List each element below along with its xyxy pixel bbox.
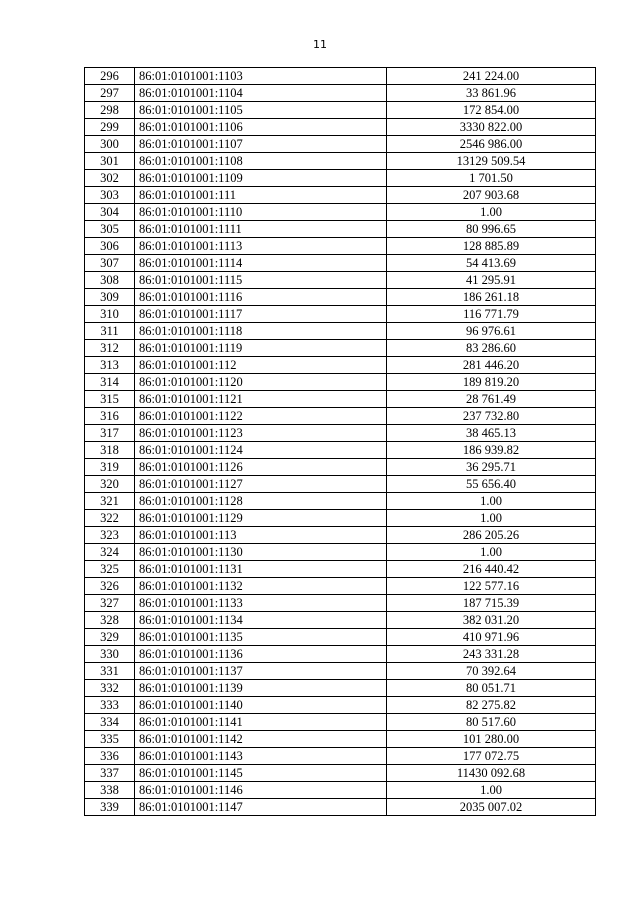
row-number-cell: 334 [85,714,135,731]
table-row [85,646,596,663]
row-number-cell: 307 [85,255,135,272]
cadastral-number-cell: 86:01:0101001:1128 [135,493,387,510]
table-row [85,289,596,306]
cadastral-number-cell: 86:01:0101001:1145 [135,765,387,782]
table-body [85,68,596,816]
table-row [85,136,596,153]
cadastral-number-cell: 86:01:0101001:1146 [135,782,387,799]
value-cell: 80 517.60 [387,714,596,731]
row-number-cell: 312 [85,340,135,357]
row-number-cell: 298 [85,102,135,119]
row-number-cell: 335 [85,731,135,748]
cadastral-number-cell: 86:01:0101001:1107 [135,136,387,153]
value-cell: 3330 822.00 [387,119,596,136]
table-row [85,238,596,255]
cadastral-number-cell: 86:01:0101001:1137 [135,663,387,680]
value-cell: 101 280.00 [387,731,596,748]
value-cell: 186 261.18 [387,289,596,306]
value-cell: 187 715.39 [387,595,596,612]
cadastral-number-cell: 86:01:0101001:1136 [135,646,387,663]
cadastral-number-cell: 86:01:0101001:1141 [135,714,387,731]
row-number-cell: 323 [85,527,135,544]
value-cell: 177 072.75 [387,748,596,765]
row-number-cell: 338 [85,782,135,799]
table-row [85,799,596,816]
row-number-cell: 333 [85,697,135,714]
value-cell: 54 413.69 [387,255,596,272]
value-cell: 13129 509.54 [387,153,596,170]
value-cell: 1.00 [387,782,596,799]
value-cell: 80 051.71 [387,680,596,697]
table-row [85,561,596,578]
row-number-cell: 318 [85,442,135,459]
value-cell: 207 903.68 [387,187,596,204]
table-row [85,272,596,289]
row-number-cell: 321 [85,493,135,510]
cadastral-value-table [84,67,596,816]
cadastral-number-cell: 86:01:0101001:1129 [135,510,387,527]
cadastral-number-cell: 86:01:0101001:1105 [135,102,387,119]
cadastral-number-cell: 86:01:0101001:1134 [135,612,387,629]
table-row [85,323,596,340]
cadastral-number-cell: 86:01:0101001:1116 [135,289,387,306]
value-cell: 28 761.49 [387,391,596,408]
value-cell: 172 854.00 [387,102,596,119]
table-row [85,612,596,629]
table-row [85,340,596,357]
cadastral-number-cell: 86:01:0101001:1103 [135,68,387,85]
table-row [85,306,596,323]
cadastral-number-cell: 86:01:0101001:1114 [135,255,387,272]
cadastral-number-cell: 86:01:0101001:1123 [135,425,387,442]
value-cell: 1 701.50 [387,170,596,187]
table-row [85,425,596,442]
row-number-cell: 336 [85,748,135,765]
cadastral-number-cell: 86:01:0101001:1119 [135,340,387,357]
value-cell: 189 819.20 [387,374,596,391]
table-row [85,527,596,544]
value-cell: 2035 007.02 [387,799,596,816]
table-row [85,544,596,561]
value-cell: 1.00 [387,204,596,221]
row-number-cell: 308 [85,272,135,289]
row-number-cell: 314 [85,374,135,391]
row-number-cell: 339 [85,799,135,816]
value-cell: 128 885.89 [387,238,596,255]
cadastral-number-cell: 86:01:0101001:1143 [135,748,387,765]
table-row [85,442,596,459]
cadastral-number-cell: 86:01:0101001:1118 [135,323,387,340]
row-number-cell: 301 [85,153,135,170]
table-row [85,476,596,493]
cadastral-number-cell: 86:01:0101001:1124 [135,442,387,459]
table-row [85,748,596,765]
cadastral-number-cell: 86:01:0101001:112 [135,357,387,374]
row-number-cell: 311 [85,323,135,340]
value-cell: 216 440.42 [387,561,596,578]
cadastral-number-cell: 86:01:0101001:1131 [135,561,387,578]
row-number-cell: 337 [85,765,135,782]
table-row [85,714,596,731]
row-number-cell: 316 [85,408,135,425]
value-cell: 243 331.28 [387,646,596,663]
value-cell: 82 275.82 [387,697,596,714]
value-cell: 2546 986.00 [387,136,596,153]
row-number-cell: 326 [85,578,135,595]
row-number-cell: 300 [85,136,135,153]
value-cell: 38 465.13 [387,425,596,442]
cadastral-number-cell: 86:01:0101001:1106 [135,119,387,136]
row-number-cell: 330 [85,646,135,663]
cadastral-number-cell: 86:01:0101001:1135 [135,629,387,646]
value-cell: 11430 092.68 [387,765,596,782]
table-row [85,459,596,476]
table-row [85,187,596,204]
value-cell: 382 031.20 [387,612,596,629]
table-row [85,204,596,221]
cadastral-number-cell: 86:01:0101001:1130 [135,544,387,561]
table-row [85,255,596,272]
row-number-cell: 303 [85,187,135,204]
row-number-cell: 310 [85,306,135,323]
row-number-cell: 320 [85,476,135,493]
cadastral-number-cell: 86:01:0101001:1113 [135,238,387,255]
cadastral-number-cell: 86:01:0101001:1108 [135,153,387,170]
table-row [85,85,596,102]
cadastral-number-cell: 86:01:0101001:1115 [135,272,387,289]
row-number-cell: 328 [85,612,135,629]
table-row [85,153,596,170]
table-row [85,510,596,527]
table-row [85,731,596,748]
cadastral-number-cell: 86:01:0101001:1122 [135,408,387,425]
value-cell: 237 732.80 [387,408,596,425]
row-number-cell: 304 [85,204,135,221]
value-cell: 122 577.16 [387,578,596,595]
cadastral-number-cell: 86:01:0101001:1104 [135,85,387,102]
row-number-cell: 325 [85,561,135,578]
row-number-cell: 319 [85,459,135,476]
cadastral-number-cell: 86:01:0101001:1117 [135,306,387,323]
value-cell: 241 224.00 [387,68,596,85]
row-number-cell: 331 [85,663,135,680]
row-number-cell: 306 [85,238,135,255]
value-cell: 55 656.40 [387,476,596,493]
cadastral-number-cell: 86:01:0101001:1132 [135,578,387,595]
cadastral-number-cell: 86:01:0101001:1140 [135,697,387,714]
table-row [85,68,596,85]
value-cell: 410 971.96 [387,629,596,646]
cadastral-number-cell: 86:01:0101001:1121 [135,391,387,408]
row-number-cell: 329 [85,629,135,646]
row-number-cell: 296 [85,68,135,85]
table-row [85,680,596,697]
table-row [85,102,596,119]
value-cell: 286 205.26 [387,527,596,544]
row-number-cell: 302 [85,170,135,187]
row-number-cell: 309 [85,289,135,306]
table-row [85,493,596,510]
cadastral-number-cell: 86:01:0101001:1126 [135,459,387,476]
cadastral-number-cell: 86:01:0101001:113 [135,527,387,544]
table-row [85,663,596,680]
table-row [85,357,596,374]
table-row [85,119,596,136]
table-row [85,765,596,782]
value-cell: 33 861.96 [387,85,596,102]
value-cell: 41 295.91 [387,272,596,289]
row-number-cell: 297 [85,85,135,102]
cadastral-number-cell: 86:01:0101001:1110 [135,204,387,221]
value-cell: 186 939.82 [387,442,596,459]
value-cell: 83 286.60 [387,340,596,357]
row-number-cell: 299 [85,119,135,136]
row-number-cell: 322 [85,510,135,527]
value-cell: 96 976.61 [387,323,596,340]
value-cell: 80 996.65 [387,221,596,238]
table-row [85,782,596,799]
cadastral-number-cell: 86:01:0101001:1147 [135,799,387,816]
row-number-cell: 317 [85,425,135,442]
value-cell: 1.00 [387,544,596,561]
table-row [85,391,596,408]
value-cell: 1.00 [387,493,596,510]
table-row [85,595,596,612]
table-row [85,578,596,595]
row-number-cell: 324 [85,544,135,561]
cadastral-number-cell: 86:01:0101001:1111 [135,221,387,238]
value-cell: 116 771.79 [387,306,596,323]
page-number: 11 [313,38,327,51]
value-cell: 1.00 [387,510,596,527]
cadastral-number-cell: 86:01:0101001:1139 [135,680,387,697]
cadastral-number-cell: 86:01:0101001:1142 [135,731,387,748]
row-number-cell: 332 [85,680,135,697]
table-row [85,408,596,425]
table-row [85,170,596,187]
cadastral-number-cell: 86:01:0101001:1133 [135,595,387,612]
value-cell: 70 392.64 [387,663,596,680]
cadastral-number-cell: 86:01:0101001:111 [135,187,387,204]
cadastral-number-cell: 86:01:0101001:1120 [135,374,387,391]
row-number-cell: 315 [85,391,135,408]
value-cell: 281 446.20 [387,357,596,374]
table-row [85,697,596,714]
row-number-cell: 327 [85,595,135,612]
table-row [85,221,596,238]
table-row [85,374,596,391]
row-number-cell: 313 [85,357,135,374]
table-row [85,629,596,646]
cadastral-number-cell: 86:01:0101001:1127 [135,476,387,493]
row-number-cell: 305 [85,221,135,238]
value-cell: 36 295.71 [387,459,596,476]
cadastral-number-cell: 86:01:0101001:1109 [135,170,387,187]
